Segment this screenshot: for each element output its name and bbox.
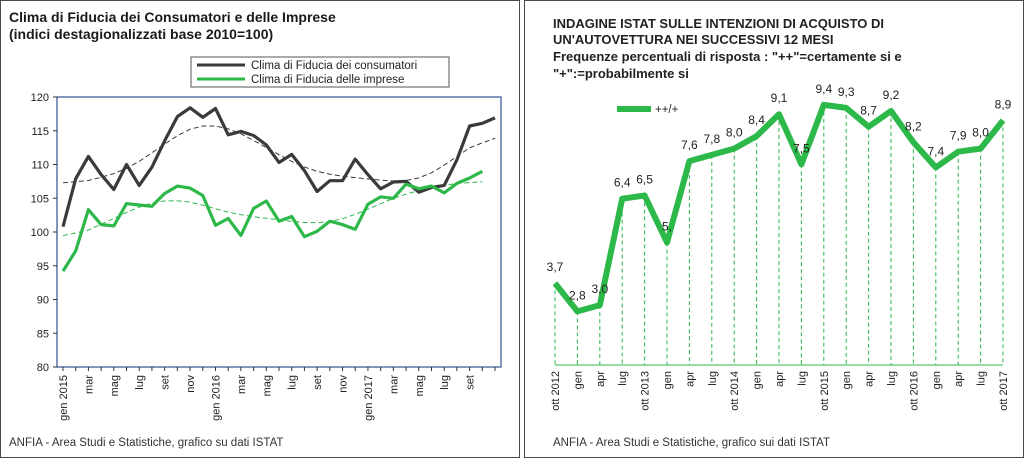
y-tick-label: 115 [31,125,49,138]
y-tick-label: 80 [36,362,49,374]
left-chart-legend [191,57,449,87]
legend-label-consumatori: Clima di Fiducia dei consumatori [251,60,418,72]
x-tick-label: gen [572,371,585,390]
y-tick-label: 105 [30,193,49,206]
right-chart-source: ANFIA - Area Studi e Statistiche, grafico sui dati ISTAT [553,437,830,449]
data-label: 7,6 [681,138,698,153]
x-tick-label: mar [83,375,96,394]
y-tick-label: 100 [30,227,49,239]
data-label: 3,7 [546,260,564,275]
x-tick-label: apr [863,371,876,387]
consumatori-trend-line [63,126,495,183]
x-tick-label: set [159,375,172,390]
x-tick-label: gen 2017 [362,375,375,421]
y-tick-label: 90 [36,294,49,307]
data-label: 7,4 [927,144,945,159]
x-tick-label: lug [134,375,147,390]
x-tick-label: mar [388,375,401,394]
x-tick-label: gen 2016 [210,375,223,421]
x-tick-label: gen [841,371,854,390]
data-label: 8,0 [725,125,743,140]
left-chart-subtitle: (indici destagionalizzati base 2010=100) [9,26,274,42]
x-tick-label: apr [594,371,607,387]
x-tick-label: apr [953,371,966,387]
x-tick-label: lug [796,371,809,386]
data-label: 9,4 [815,81,833,96]
y-tick-label: 110 [31,159,49,172]
x-tick-label: lug [617,371,630,386]
y-tick-label: 95 [36,260,49,273]
x-tick-label: mar [235,375,248,394]
right-chart-legend [617,104,679,116]
data-label: 9,3 [837,84,855,99]
x-tick-label: lug [286,375,299,390]
left-chart-title: Clima di Fiducia dei Consumatori e delle Imprese [9,9,336,25]
x-tick-label: ott 2013 [639,371,652,411]
data-label: 8,4 [748,113,765,128]
right-chart-subtitle-line-1: Frequenze percentuali di risposta : "++"=certamente si e [553,49,902,64]
data-label: 7,8 [703,131,721,146]
x-tick-label: mag [413,375,426,397]
consumatori-series-line [63,108,495,227]
x-tick-label: ott 2014 [729,371,742,411]
data-label: 8,7 [860,103,877,118]
right-chart-panel [524,0,1024,458]
data-label: 7,5 [793,141,810,156]
data-label: 3,0 [591,282,609,297]
x-tick-label: lug [975,371,988,386]
data-label: 8,2 [905,119,922,134]
legend-label-imprese: Clima di Fiducia delle imprese [251,74,405,86]
x-tick-label: apr [774,371,786,387]
x-tick-label: mag [108,375,121,397]
x-tick-label: set [312,375,325,390]
x-tick-label: lug [706,371,719,386]
imprese-series-line [63,171,482,271]
x-tick-label: mag [261,375,274,397]
right-chart-title-line-1: INDAGINE ISTAT SULLE INTENZIONI DI ACQUISTO DI [553,16,885,31]
x-tick-label: ott 2012 [550,371,562,411]
data-label: 2,8 [569,288,586,303]
data-label: 8,9 [994,97,1012,112]
data-label: 7,9 [949,128,967,143]
x-tick-label: lug [439,375,452,390]
data-label: 6,4 [613,175,631,190]
left-chart-svg [1,1,521,459]
right-chart-subtitle-line-2: "+":=probabilmente si [553,66,689,81]
x-tick-label: lug [886,371,898,386]
data-label: 6,5 [636,172,653,187]
x-tick-label: apr [684,371,697,387]
data-label: 8,0 [972,125,989,140]
x-tick-label: nov [337,375,350,393]
y-tick-label: 120 [30,92,49,104]
x-tick-label: gen [751,371,764,390]
x-tick-label: ott 2015 [818,371,831,411]
y-tick-label: 85 [36,328,49,341]
right-chart-title-line-2: UN'AUTOVETTURA NEI SUCCESSIVI 12 MESI [553,32,834,47]
x-tick-label: ott 2016 [908,371,921,411]
x-tick-label: ott 2017 [998,371,1010,411]
data-label: 9,2 [882,88,900,103]
x-tick-label: nov [185,375,198,393]
x-tick-label: gen [930,371,943,390]
x-tick-label: set [464,375,477,390]
data-label: 9,1 [770,91,788,106]
data-label: 5, [661,219,673,234]
plot-area-frame [57,97,501,367]
legend-label-intenzioni: ++/+ [655,104,679,116]
x-tick-label: gen [662,371,674,390]
left-chart-source: ANFIA - Area Studi e Statistiche, grafico su dati ISTAT [9,437,284,449]
right-chart-svg [525,1,1024,459]
x-tick-label: gen 2015 [58,375,70,421]
